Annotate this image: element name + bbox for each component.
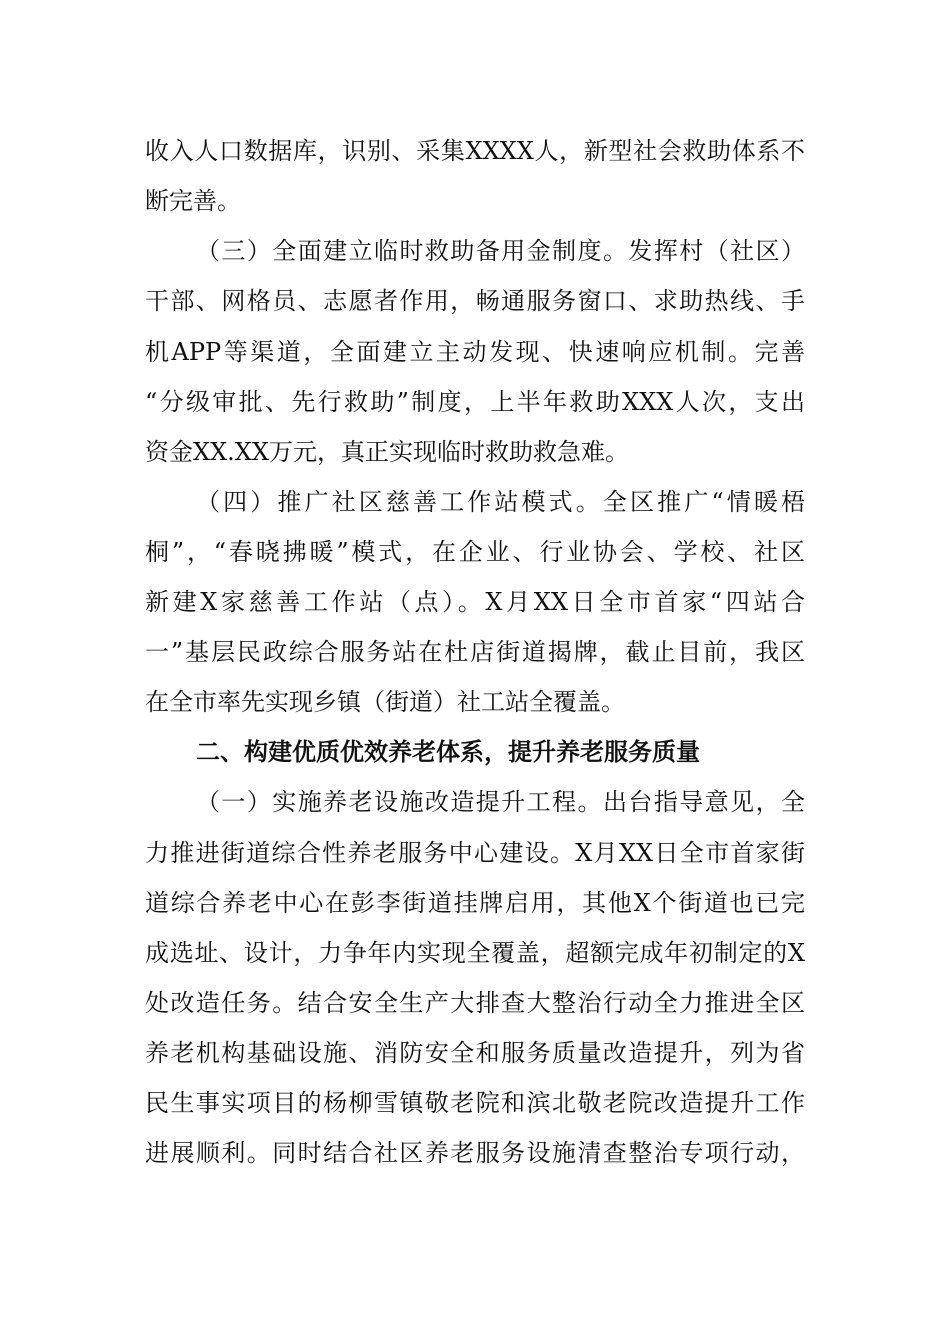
text-line: 成选址、设计，力争年内实现全覆盖，超额完成年初制定的X bbox=[145, 939, 805, 967]
text-line: 进展顺利。同时结合社区养老服务设施清查整治专项行动， bbox=[145, 1139, 805, 1167]
paragraph-heading-line: （四）推广社区慈善工作站模式。全区推广“情暖梧 bbox=[196, 488, 805, 516]
text-line: 民生事实项目的杨柳雪镇敬老院和滨北敬老院改造提升工作 bbox=[145, 1089, 805, 1117]
text-line: 桐”，“春晓拂暖”模式，在企业、行业协会、学校、社区 bbox=[145, 538, 805, 566]
section-heading: 二、构建优质优效养老体系，提升养老服务质量 bbox=[196, 738, 700, 766]
text-line: 道综合养老中心在彭李街道挂牌启用，其他X个街道也已完 bbox=[145, 889, 805, 917]
text-line: 收入人口数据库，识别、采集XXXX人，新型社会救助体系不 bbox=[145, 137, 805, 165]
text-line: 资金XX.XX万元，真正实现临时救助救急难。 bbox=[145, 438, 629, 466]
text-line: “分级审批、先行救助”制度，上半年救助XXX人次，支出 bbox=[145, 388, 805, 416]
text-line: 机APP等渠道，全面建立主动发现、快速响应机制。完善 bbox=[145, 338, 805, 366]
text-line: 断完善。 bbox=[145, 187, 241, 215]
paragraph-heading-line: （三）全面建立临时救助备用金制度。发挥村（社区） bbox=[196, 237, 805, 265]
text-line: 养老机构基础设施、消防安全和服务质量改造提升，列为省 bbox=[145, 1039, 805, 1067]
text-line: 处改造任务。结合安全生产大排查大整治行动全力推进全区 bbox=[145, 989, 805, 1017]
text-line: 干部、网格员、志愿者作用，畅通服务窗口、求助热线、手 bbox=[145, 287, 805, 315]
text-line: 一”基层民政综合服务站在杜店街道揭牌，截止目前，我区 bbox=[145, 638, 805, 666]
text-line: 力推进街道综合性养老服务中心建设。X月XX日全市首家街 bbox=[145, 839, 805, 867]
paragraph-heading-line: （一）实施养老设施改造提升工程。出台指导意见，全 bbox=[196, 788, 805, 816]
text-line: 新建X家慈善工作站（点）。X月XX日全市首家“四站合 bbox=[145, 588, 805, 616]
text-line: 在全市率先实现乡镇（街道）社工站全覆盖。 bbox=[145, 688, 625, 716]
